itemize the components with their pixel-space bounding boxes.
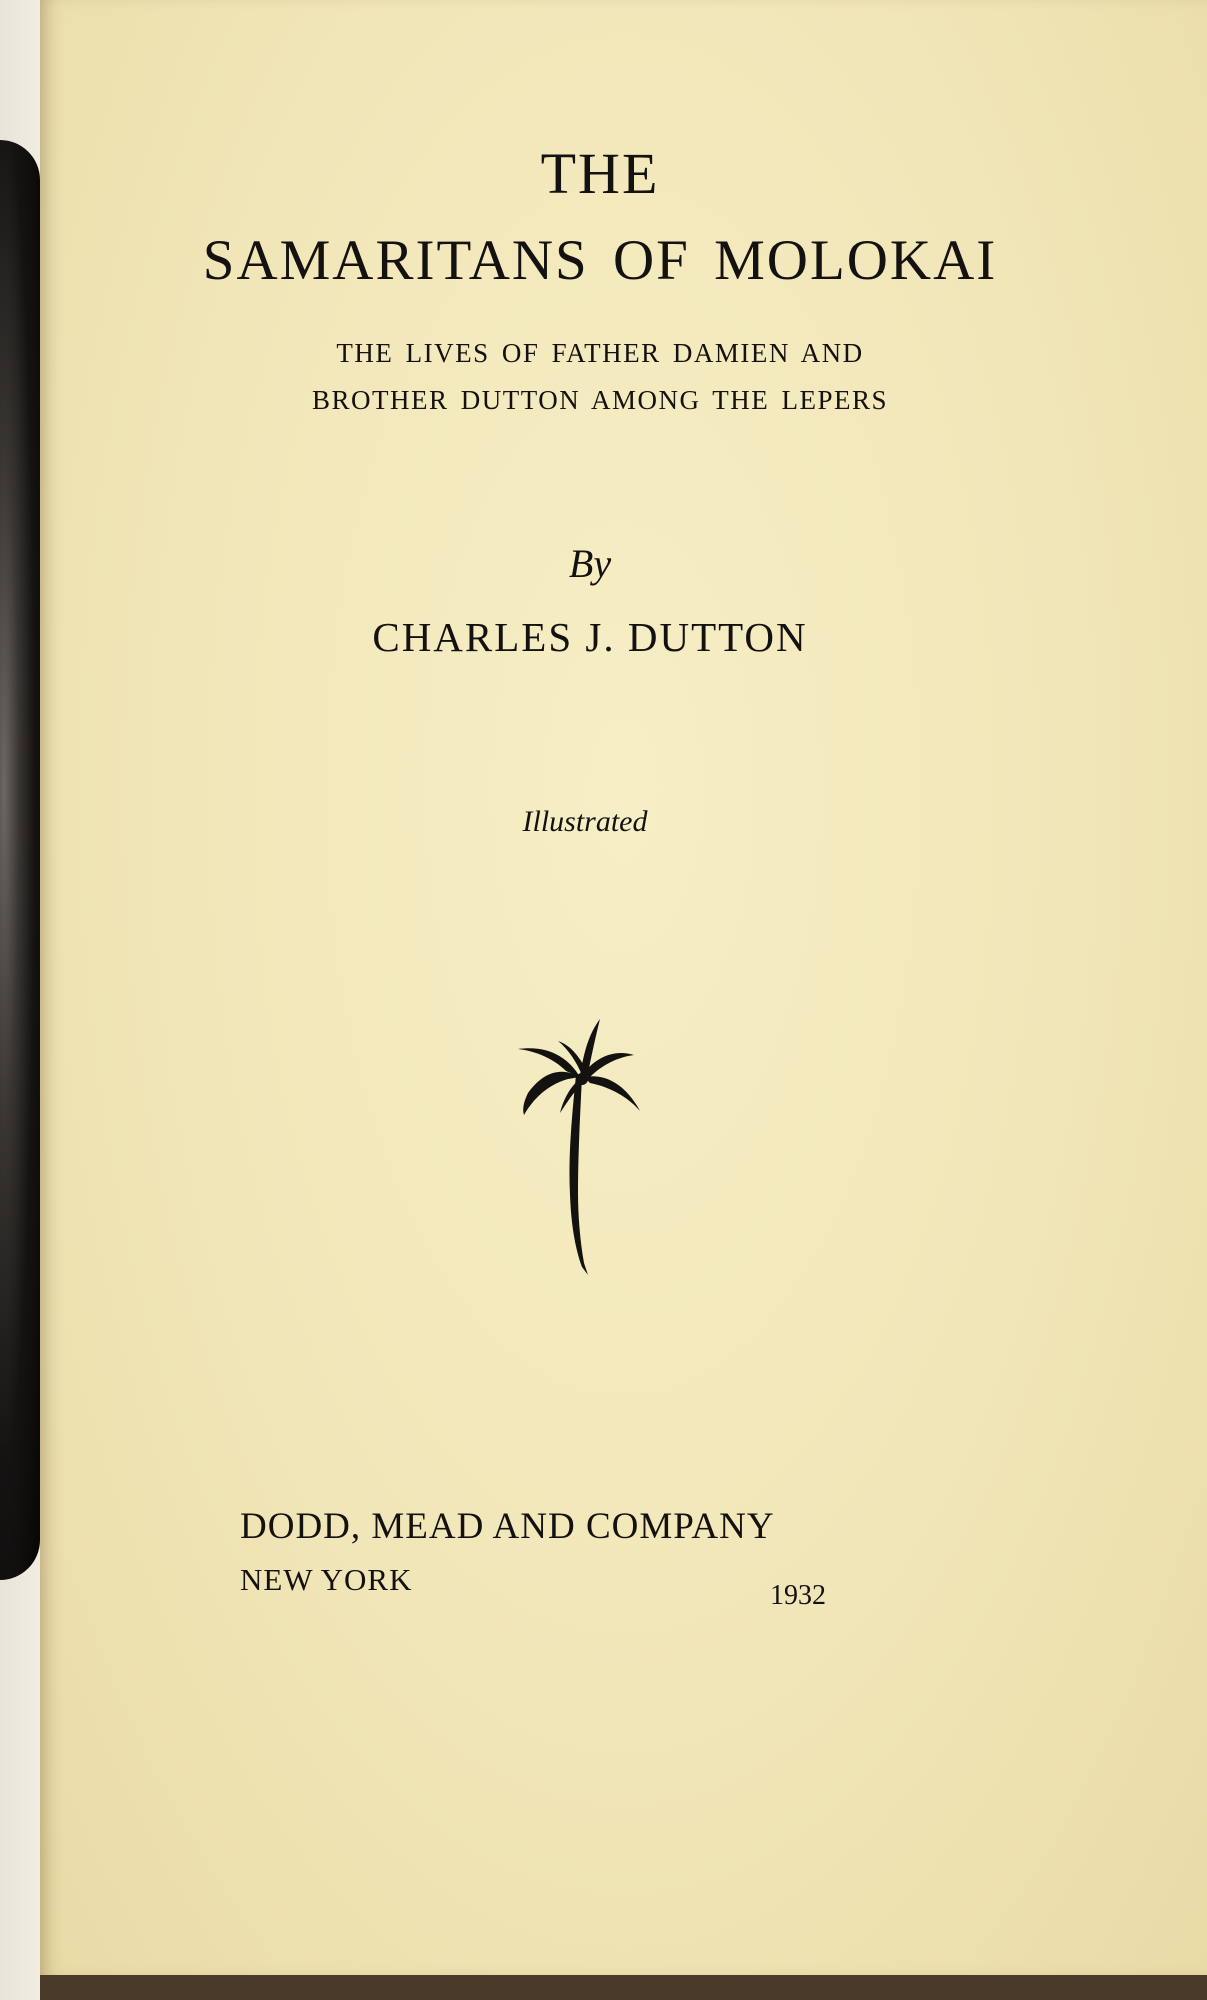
palm-tree-icon [510,1005,650,1285]
by-line: By [568,541,612,586]
title-page [40,0,1207,1975]
title-line-1: THE [540,141,660,206]
publisher-name: DODD, MEAD AND COMPANY [240,1506,775,1547]
publisher-city: NEW YORK [240,1562,413,1597]
author-name: CHARLES J. DUTTON [372,614,808,660]
frontispiece-photo [0,140,40,1580]
page-bottom-edge [40,1975,1207,2000]
subtitle-line-2: BROTHER DUTTON AMONG THE LEPERS [311,385,889,415]
title-line-2: SAMARITANS OF MOLOKAI [202,229,998,292]
illustrated-note: Illustrated [522,805,648,838]
publication-year: 1932 [770,1580,826,1611]
subtitle-line-1: THE LIVES OF FATHER DAMIEN AND [336,338,864,368]
